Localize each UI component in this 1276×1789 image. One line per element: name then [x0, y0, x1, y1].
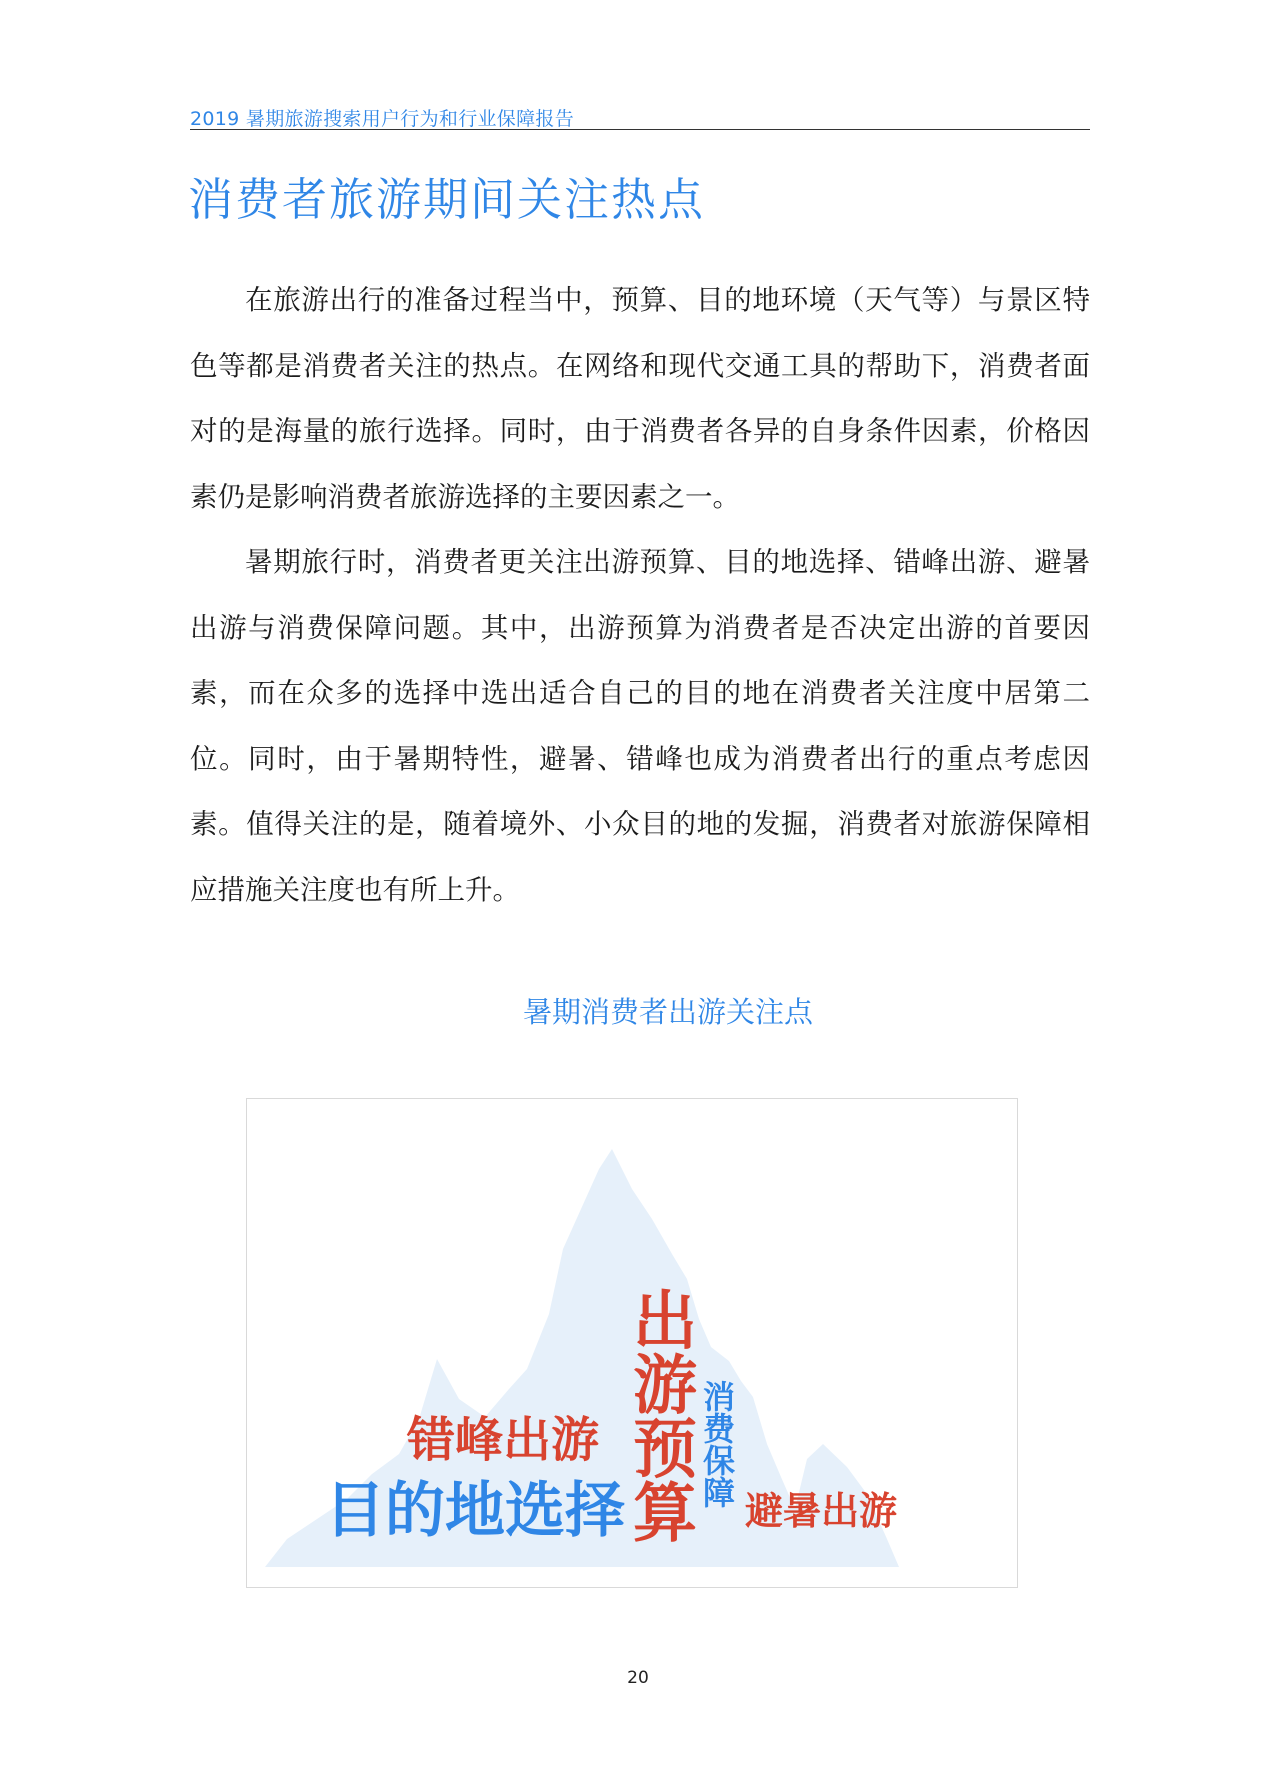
page-number: 20 [627, 1668, 649, 1688]
body-text [190, 268, 1090, 923]
running-header: 2019 暑期旅游搜索用户行为和行业保障报告 [190, 108, 574, 130]
paragraph-2: 暑期旅行时，消费者更关注出游预算、目的地选择、错峰出游、避暑出游与消费保障问题。其中，出游预算为消费者是否决定出游的首要因素，而在众多的选择中选出适合自己的目的地在消费者关注度中居第二位。同时，由于暑期特性，避暑、错峰也成为消费者出行的重点考虑因素。值得关注的是，随着境外、小众目的地的发掘，消费者对旅游保障相应措施关注度也有所上升。 [190, 546, 1090, 906]
word-consumer-protection: 消费保障 [698, 1380, 736, 1508]
word-budget: 出游预算 [622, 1287, 696, 1543]
header-divider [190, 129, 1090, 130]
page-title: 消费者旅游期间关注热点 [188, 173, 706, 226]
word-off-peak: 错峰出游 [407, 1412, 600, 1468]
word-summer-escape: 避暑出游 [745, 1489, 898, 1533]
paragraph-1: 在旅游出行的准备过程当中，预算、目的地环境（天气等）与景区特色等都是消费者关注的热点。在网络和现代交通工具的帮助下，消费者面对的是海量的旅行选择。同时，由于消费者各异的自身条件因素，价格因素仍是影响消费者旅游选择的主要因素之一。 [190, 284, 1090, 513]
figure-title: 暑期消费者出游关注点 [522, 995, 813, 1029]
word-cloud-figure [246, 1098, 1018, 1588]
word-destination: 目的地选择 [325, 1476, 625, 1546]
